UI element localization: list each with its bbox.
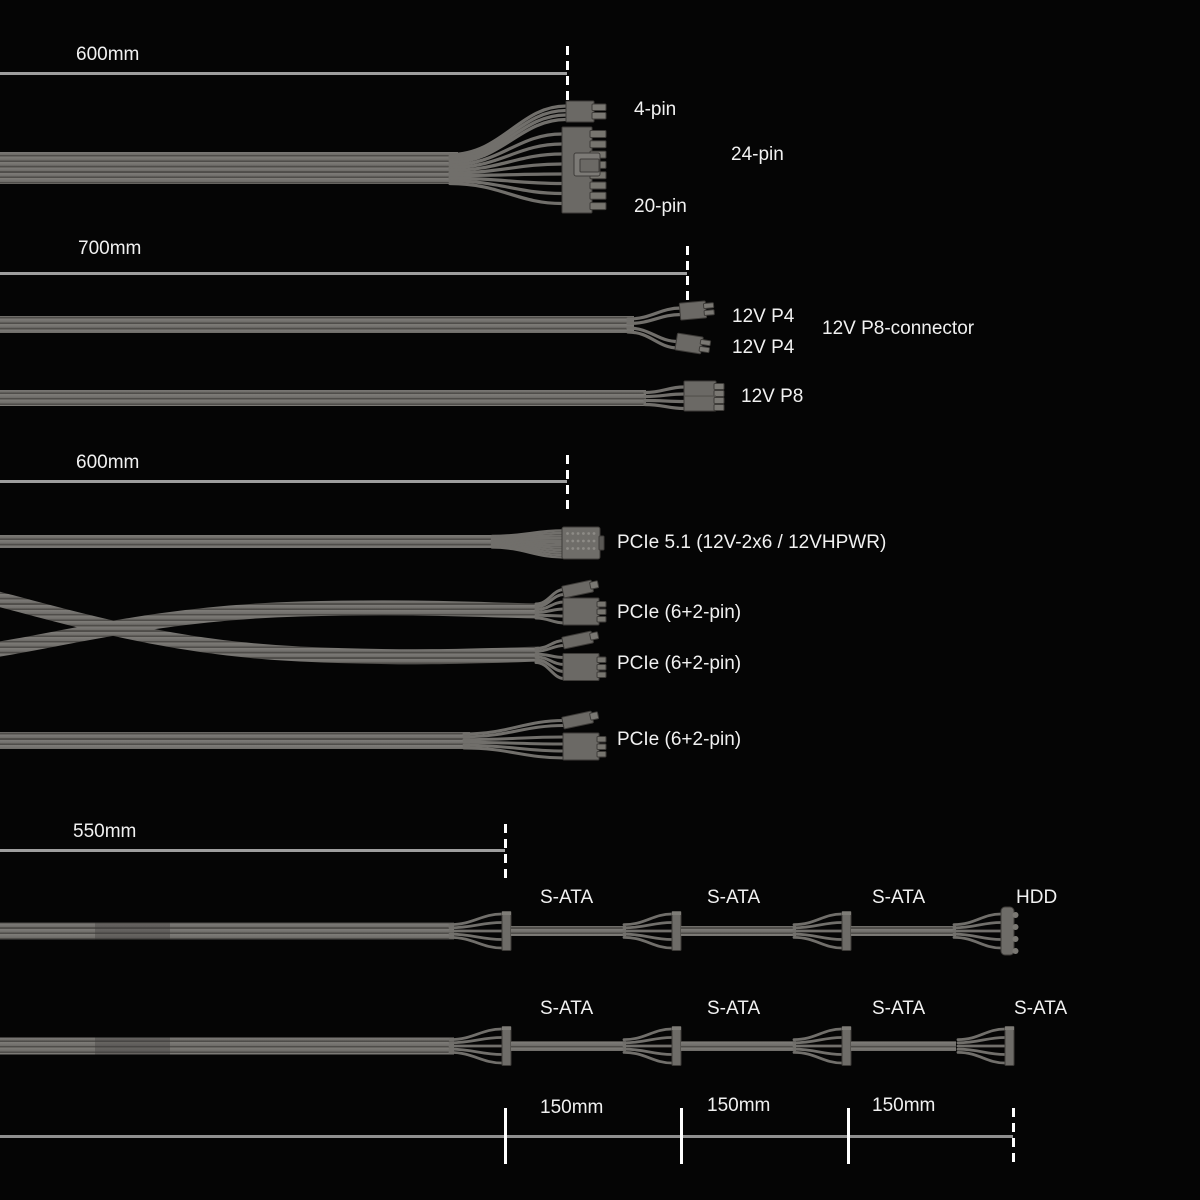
sata-segment-ruler-label-1: 150mm xyxy=(540,1097,604,1118)
label-12v-p8-connector: 12V P8-connector xyxy=(822,318,975,339)
label-sata-2d: S-ATA xyxy=(1014,998,1068,1019)
label-24pin: 24-pin xyxy=(731,144,784,165)
measure-cpu-700mm-line xyxy=(0,272,687,275)
measure-sata-550mm-tick xyxy=(504,824,507,878)
label-pcie5: PCIe 5.1 (12V-2x6 / 12VHPWR) xyxy=(617,532,887,553)
measure-atx-600mm-line xyxy=(0,72,567,75)
measure-sata-550mm-line xyxy=(0,849,505,852)
label-sata-2c: S-ATA xyxy=(872,998,926,1019)
measure-pcie-600mm-line xyxy=(0,480,567,483)
sata-segment-ruler-tick-end xyxy=(1012,1108,1015,1164)
label-4pin: 4-pin xyxy=(634,99,677,120)
sata-segment-ruler-label-2: 150mm xyxy=(707,1095,771,1116)
label-sata-2a: S-ATA xyxy=(540,998,594,1019)
sata-chain-1 xyxy=(0,907,1019,955)
cpu-p4-cable xyxy=(0,300,715,355)
sata-segment-ruler-tick-1 xyxy=(504,1108,507,1164)
label-20pin: 20-pin xyxy=(634,196,687,217)
label-12v-p8: 12V P8 xyxy=(741,386,804,407)
measure-cpu-700mm-tick xyxy=(686,246,689,300)
cpu-p8-cable xyxy=(0,381,724,411)
label-12v-p4-top: 12V P4 xyxy=(732,306,795,327)
measure-sata-550mm-label: 550mm xyxy=(73,821,137,842)
label-sata-1b: S-ATA xyxy=(707,887,761,908)
sata-chain-2 xyxy=(0,1027,1014,1066)
label-sata-1a: S-ATA xyxy=(540,887,594,908)
label-pcie62-3: PCIe (6+2-pin) xyxy=(617,729,742,750)
pcie5-cable xyxy=(0,527,604,559)
pcie-crossing-pair xyxy=(0,579,606,681)
label-pcie62-1: PCIe (6+2-pin) xyxy=(617,602,742,623)
label-12v-p4-bottom: 12V P4 xyxy=(732,337,795,358)
atx-24pin-cable xyxy=(0,101,606,213)
sata-segment-ruler-tick-2 xyxy=(680,1108,683,1164)
measure-atx-600mm-label: 600mm xyxy=(76,44,140,65)
label-pcie62-2: PCIe (6+2-pin) xyxy=(617,653,742,674)
label-hdd: HDD xyxy=(1016,887,1058,908)
measure-pcie-600mm-tick xyxy=(566,455,569,509)
measure-atx-600mm-tick xyxy=(566,46,569,100)
pcie-cable-3 xyxy=(0,710,606,760)
label-sata-2b: S-ATA xyxy=(707,998,761,1019)
label-sata-1c: S-ATA xyxy=(872,887,926,908)
sata-segment-ruler-label-3: 150mm xyxy=(872,1095,936,1116)
sata-segment-ruler-tick-3 xyxy=(847,1108,850,1164)
measure-pcie-600mm-label: 600mm xyxy=(76,452,140,473)
measure-cpu-700mm-label: 700mm xyxy=(78,238,142,259)
